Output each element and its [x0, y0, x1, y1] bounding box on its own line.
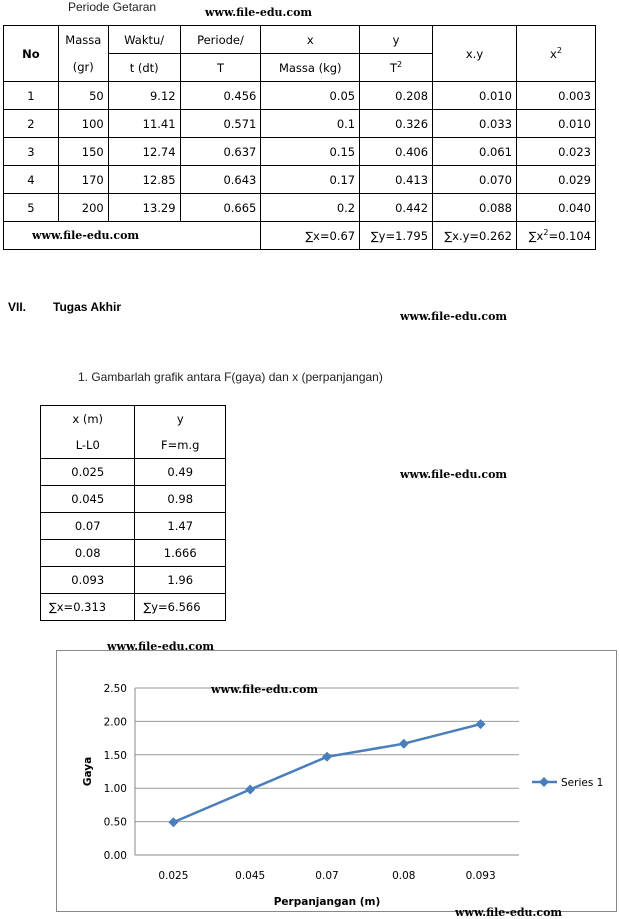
table-cell: 11.41 — [108, 110, 180, 138]
table-row — [4, 82, 596, 110]
task-instruction: 1. Gambarlah grafik antara F(gaya) dan x (perpanjangan) — [78, 370, 383, 384]
table-cell: 0.665 — [180, 194, 261, 222]
table-row — [41, 513, 226, 540]
table-row — [4, 138, 596, 166]
header-xy: x.y — [433, 26, 517, 82]
table-cell: 0.208 — [360, 82, 433, 110]
sum-x2col: ∑x=0.313 — [41, 594, 135, 621]
section-label: Periode Getaran — [68, 0, 157, 14]
x-axis-title: Perpanjangan (m) — [273, 896, 381, 908]
table-cell: 2 — [4, 110, 59, 138]
table-cell: 0.456 — [180, 82, 261, 110]
table-cell: 0.413 — [360, 166, 433, 194]
sum-xy: ∑x.y=0.262 — [433, 222, 517, 250]
data-point — [245, 785, 255, 795]
table-cell: 1.666 — [135, 540, 226, 567]
table-cell: 0.05 — [261, 82, 360, 110]
sum-x: ∑x=0.67 — [261, 222, 360, 250]
table-cell: 12.74 — [108, 138, 180, 166]
header-x: x — [261, 26, 360, 54]
table-row — [4, 110, 596, 138]
y-tick-label: 2.50 — [103, 683, 127, 695]
table-cell: 0.1 — [261, 110, 360, 138]
table-cell: 5 — [4, 194, 59, 222]
watermark: www.file-edu.com — [400, 468, 508, 481]
table-cell: 1.96 — [135, 567, 226, 594]
sum-y2col: ∑y=6.566 — [135, 594, 226, 621]
table-cell: 0.025 — [41, 459, 135, 486]
table-cell: 0.17 — [261, 166, 360, 194]
header-waktu-unit: t (dt) — [108, 54, 180, 82]
table-cell: 0.643 — [180, 166, 261, 194]
header-y: y — [360, 26, 433, 54]
header-y-unit: $T^2$ — [360, 54, 433, 82]
x-tick-label: 0.07 — [315, 870, 339, 882]
table-cell: 0.010 — [516, 110, 595, 138]
table-cell: 0.088 — [433, 194, 517, 222]
table-cell: 200 — [58, 194, 108, 222]
table-cell: 4 — [4, 166, 59, 194]
table-cell: 9.12 — [108, 82, 180, 110]
x-tick-label: 0.025 — [158, 870, 189, 882]
data-point — [168, 817, 178, 827]
table-cell: 50 — [58, 82, 108, 110]
table-row — [41, 459, 226, 486]
header-ll0: L-L0 — [41, 432, 135, 459]
watermark: www.file-edu.com — [205, 6, 313, 19]
force-table — [40, 405, 226, 621]
table-cell: 0.029 — [516, 166, 595, 194]
header-massa-unit: (gr) — [58, 54, 108, 82]
header-xm: x (m) — [41, 406, 135, 433]
table-cell: 0.326 — [360, 110, 433, 138]
header-periode: Periode/ — [180, 26, 261, 54]
header-y2: y — [135, 406, 226, 433]
series-line — [173, 724, 480, 822]
table-cell: 0.093 — [41, 567, 135, 594]
force-chart — [57, 651, 616, 911]
watermark: www.file-edu.com — [107, 640, 215, 653]
table-cell: 0.045 — [41, 486, 135, 513]
table-cell: 0.08 — [41, 540, 135, 567]
y-tick-label: 1.00 — [103, 783, 127, 796]
table-row — [4, 194, 596, 222]
watermark: www.file-edu.com — [400, 310, 508, 323]
header-x2 — [516, 26, 595, 82]
header-fmg: F=m.g — [135, 432, 226, 459]
watermark: www.file-edu.com — [455, 906, 563, 919]
table-cell: 0.023 — [516, 138, 595, 166]
chart-frame — [56, 650, 617, 912]
y-tick-label: 2.00 — [103, 716, 127, 729]
header-massa: Massa — [58, 26, 108, 54]
table-cell: 0.07 — [41, 513, 135, 540]
sum-x2: $\sum x^2=0.104$ — [516, 222, 595, 250]
legend-label: Series 1 — [561, 777, 604, 789]
table-cell: 0.637 — [180, 138, 261, 166]
table-row — [41, 486, 226, 513]
header-periode-unit: T — [180, 54, 261, 82]
table-cell: 0.571 — [180, 110, 261, 138]
table-cell: 0.406 — [360, 138, 433, 166]
header-waktu: Waktu/ — [108, 26, 180, 54]
table-cell: 0.040 — [516, 194, 595, 222]
x-tick-label: 0.093 — [465, 870, 496, 882]
header-no: No — [4, 26, 59, 82]
watermark: www.file-edu.com — [211, 683, 319, 696]
table-cell: 0.2 — [261, 194, 360, 222]
legend-marker — [539, 777, 549, 787]
table-cell: 1 — [4, 82, 59, 110]
y-tick-label: 0.50 — [103, 816, 127, 829]
x-tick-label: 0.08 — [392, 870, 416, 882]
section-title: Tugas Akhir — [53, 300, 122, 314]
table-cell: 100 — [58, 110, 108, 138]
table-cell: 150 — [58, 138, 108, 166]
data-point — [399, 739, 409, 749]
data-point — [322, 752, 332, 762]
table-cell: 0.15 — [261, 138, 360, 166]
table-cell: 0.033 — [433, 110, 517, 138]
sum-y: ∑y=1.795 — [360, 222, 433, 250]
table-cell: 0.010 — [433, 82, 517, 110]
table-cell: 0.070 — [433, 166, 517, 194]
table-row — [41, 540, 226, 567]
table-cell: 1.47 — [135, 513, 226, 540]
table-row — [4, 166, 596, 194]
table-cell: 0.061 — [433, 138, 517, 166]
y-axis-title: Gaya — [82, 756, 94, 787]
watermark-cell: www.file-edu.com — [4, 222, 261, 250]
table-cell: 0.49 — [135, 459, 226, 486]
y-tick-label: 0.00 — [103, 850, 127, 862]
x-tick-label: 0.045 — [235, 870, 266, 882]
table-cell: 12.85 — [108, 166, 180, 194]
table-cell: 13.29 — [108, 194, 180, 222]
period-table — [3, 25, 596, 250]
table-cell: 0.003 — [516, 82, 595, 110]
header-x-unit: Massa (kg) — [261, 54, 360, 82]
y-tick-label: 1.50 — [103, 749, 127, 762]
header-x2-text: $x^2$ — [550, 46, 562, 61]
table-cell: 0.98 — [135, 486, 226, 513]
data-point — [476, 719, 486, 729]
table-row — [41, 567, 226, 594]
table-cell: 170 — [58, 166, 108, 194]
table-cell: 3 — [4, 138, 59, 166]
section-number: VII. — [8, 300, 27, 314]
table-cell: 0.442 — [360, 194, 433, 222]
